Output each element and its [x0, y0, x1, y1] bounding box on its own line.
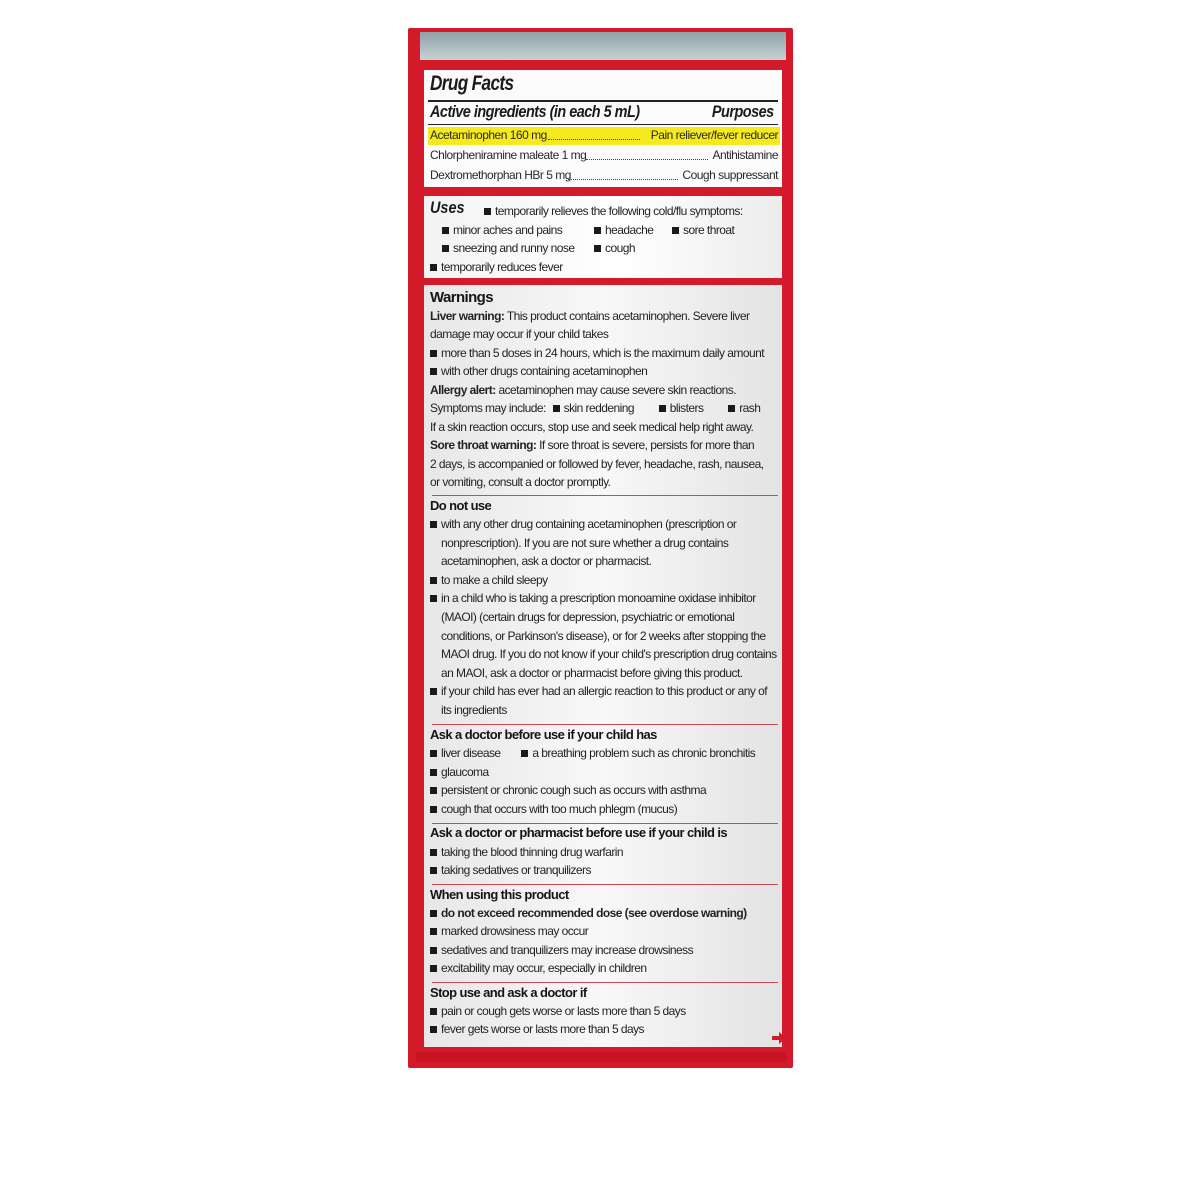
leader-dots	[548, 139, 640, 140]
ingredient-name: Dextromethorphan HBr 5 mg	[430, 168, 571, 182]
bullet-icon	[430, 264, 437, 271]
drug-facts-package	[408, 28, 793, 1068]
ingredient-purpose: Pain reliever/fever reducer	[650, 128, 778, 142]
liver-warning: Liver warning: This product contains acetaminophen. Severe liver	[430, 309, 750, 323]
bullet-icon	[430, 577, 437, 584]
ask-doctor-item: persistent or chronic cough such as occurs with asthma	[430, 783, 706, 797]
bullet-icon	[430, 947, 437, 954]
bullet-icon	[430, 688, 437, 695]
bullet-icon	[430, 787, 437, 794]
use-item: cough	[594, 241, 635, 255]
drug-facts-panel	[422, 68, 784, 189]
stop-use-item: fever gets worse or lasts more than 5 days	[430, 1022, 644, 1036]
use-item: sore throat	[672, 223, 734, 237]
sore-throat-warning: Sore throat warning: If sore throat is severe, persists for more than	[430, 438, 755, 452]
active-ingredients-label: Active ingredients (in each 5 mL)	[430, 102, 640, 121]
uses-heading: Uses	[430, 198, 465, 217]
section-divider	[432, 823, 778, 824]
stop-use-item: pain or cough gets worse or lasts more than 5 days	[430, 1004, 686, 1018]
do-not-use-item-cont: its ingredients	[441, 703, 507, 717]
bullet-icon	[728, 405, 735, 412]
when-using-item: excitability may occur, especially in children	[430, 961, 646, 975]
ask-pharmacist-item: taking sedatives or tranquilizers	[430, 863, 591, 877]
liver-item: with other drugs containing acetaminophen	[430, 364, 647, 378]
ingredient-row	[428, 147, 780, 165]
section-divider	[432, 495, 778, 496]
warnings-panel	[422, 283, 784, 1049]
bullet-icon	[442, 227, 449, 234]
ask-doctor-item: glaucoma	[430, 765, 489, 779]
package-bottom-band	[416, 1052, 786, 1062]
liver-warning-cont: damage may occur if your child takes	[430, 327, 609, 341]
section-divider	[432, 982, 778, 983]
use-item: minor aches and pains	[442, 223, 562, 237]
bullet-icon	[594, 245, 601, 252]
drug-facts-title: Drug Facts	[430, 72, 514, 95]
warnings-heading: Warnings	[430, 289, 493, 306]
do-not-use-item: if your child has ever had an allergic reaction to this product or any of	[430, 684, 767, 698]
ingredient-purpose: Antihistamine	[712, 148, 778, 162]
do-not-use-item: with any other drug containing acetaminophen (prescription or	[430, 517, 736, 531]
do-not-use-item-cont: acetaminophen, ask a doctor or pharmacist.	[441, 554, 652, 569]
allergy-alert: Allergy alert: acetaminophen may cause severe skin reactions.	[430, 383, 736, 397]
bullet-icon	[430, 867, 437, 874]
when-using-item: do not exceed recommended dose (see overdose warning)	[430, 906, 747, 920]
when-using-item: sedatives and tranquilizers may increase drowsiness	[430, 943, 693, 957]
use-item: temporarily reduces fever	[430, 260, 563, 274]
bullet-icon	[430, 350, 437, 357]
bullet-icon	[553, 405, 560, 412]
leader-dots	[586, 159, 708, 160]
bullet-icon	[430, 1026, 437, 1033]
leader-dots	[568, 179, 678, 180]
uses-intro: temporarily relieves the following cold/flu symptoms:	[484, 204, 743, 218]
bullet-icon	[430, 595, 437, 602]
when-using-heading: When using this product	[430, 887, 569, 902]
bullet-icon	[430, 750, 437, 757]
ask-pharmacist-heading: Ask a doctor or pharmacist before use if your child is	[430, 825, 728, 840]
ask-pharmacist-item: taking the blood thinning drug warfarin	[430, 845, 623, 859]
purposes-label: Purposes	[712, 102, 774, 121]
ingredient-row	[428, 167, 780, 185]
do-not-use-item-cont: (MAOI) (certain drugs for depression, psychiatric or emotional	[441, 610, 735, 624]
use-item: headache	[594, 223, 653, 237]
ask-doctor-heading: Ask a doctor before use if your child has	[430, 727, 657, 742]
when-using-item: marked drowsiness may occur	[430, 924, 588, 938]
do-not-use-item-cont: conditions, or Parkinson's disease), or for 2 weeks after stopping the	[441, 628, 766, 643]
bullet-icon	[484, 208, 491, 215]
ingredient-row	[428, 127, 780, 145]
do-not-use-heading: Do not use	[430, 498, 492, 513]
bullet-icon	[672, 227, 679, 234]
bullet-icon	[430, 806, 437, 813]
bullet-icon	[594, 227, 601, 234]
bullet-icon	[430, 910, 437, 917]
bullet-icon	[430, 769, 437, 776]
sore-throat-cont: 2 days, is accompanied or followed by fever, headache, rash, nausea,	[430, 457, 764, 471]
uses-panel	[422, 194, 784, 280]
bullet-icon	[430, 368, 437, 375]
package-top-band	[420, 32, 786, 60]
bullet-icon	[430, 965, 437, 972]
do-not-use-item-cont: MAOI drug. If you do not know if your child's prescription drug contains	[441, 647, 777, 662]
ask-doctor-item: liver disease a breathing problem such as chronic bronchitis	[430, 746, 755, 760]
bullet-icon	[521, 750, 528, 757]
do-not-use-item-cont: an MAOI, ask a doctor or pharmacist before giving this product.	[441, 665, 743, 680]
bullet-icon	[430, 849, 437, 856]
header-rule	[428, 124, 778, 125]
bullet-icon	[442, 245, 449, 252]
symptoms-line: Symptoms may include: skin reddening blisters rash	[430, 401, 761, 415]
ingredient-name: Chlorpheniramine maleate 1 mg	[430, 148, 587, 162]
do-not-use-item: to make a child sleepy	[430, 573, 548, 587]
bullet-icon	[659, 405, 666, 412]
ask-doctor-item: cough that occurs with too much phlegm (mucus)	[430, 802, 677, 816]
section-divider	[432, 724, 778, 725]
sore-throat-cont: or vomiting, consult a doctor promptly.	[430, 475, 611, 489]
bullet-icon	[430, 521, 437, 528]
bullet-icon	[430, 928, 437, 935]
liver-item: more than 5 doses in 24 hours, which is the maximum daily amount	[430, 346, 764, 360]
section-divider	[432, 884, 778, 885]
do-not-use-item: in a child who is taking a prescription monoamine oxidase inhibitor	[430, 591, 756, 605]
ingredient-purpose: Cough suppressant	[682, 168, 778, 182]
ingredient-name: Acetaminophen 160 mg	[430, 128, 547, 142]
use-item: sneezing and runny nose	[442, 241, 574, 255]
bullet-icon	[430, 1008, 437, 1015]
skin-reaction-text: If a skin reaction occurs, stop use and seek medical help right away.	[430, 420, 754, 434]
stop-use-heading: Stop use and ask a doctor if	[430, 985, 587, 1000]
do-not-use-item-cont: nonprescription). If you are not sure whether a drug contains	[441, 535, 729, 550]
